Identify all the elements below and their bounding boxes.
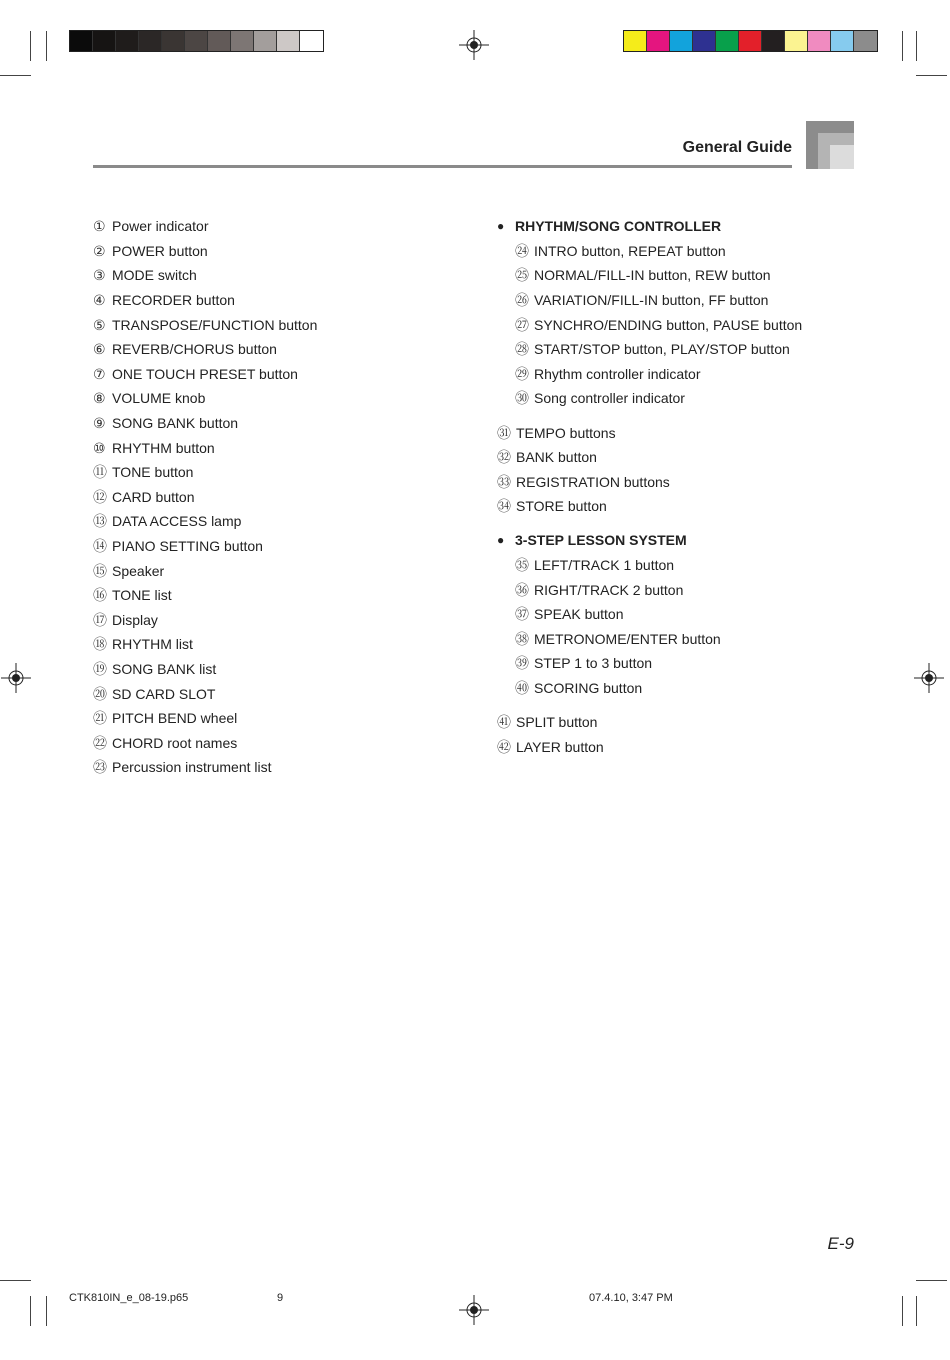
color-bar	[623, 30, 878, 52]
crop-mark	[902, 1296, 903, 1326]
item-label: ONE TOUCH PRESET button	[112, 365, 298, 382]
color-swatch	[693, 31, 716, 51]
item-number: ㉓	[93, 759, 107, 776]
item-label: LAYER button	[516, 738, 604, 755]
crop-mark	[0, 75, 31, 76]
list-item	[497, 627, 857, 652]
list-item	[93, 485, 453, 510]
registration-mark-icon	[914, 663, 944, 693]
list-item	[93, 534, 453, 559]
crop-mark	[916, 75, 947, 76]
item-number: ㉚	[515, 390, 529, 407]
item-label: TRANSPOSE/FUNCTION button	[112, 316, 318, 333]
crop-mark	[916, 1296, 917, 1326]
list-item	[93, 239, 453, 264]
item-label: RHYTHM list	[112, 636, 193, 653]
item-number: ③	[93, 267, 106, 284]
registration-mark-icon	[1, 663, 31, 693]
left-list	[93, 214, 453, 780]
color-swatch	[762, 31, 785, 51]
item-number: ㉜	[497, 449, 511, 466]
item-label: PITCH BEND wheel	[112, 710, 238, 727]
list-item	[497, 312, 857, 337]
item-label: SCORING button	[534, 679, 643, 696]
list-item	[497, 494, 857, 519]
item-label: TONE button	[112, 464, 194, 481]
footer-datetime: 07.4.10, 3:47 PM	[589, 1292, 673, 1304]
color-swatch	[670, 31, 693, 51]
item-number: ㉙	[515, 365, 529, 382]
list-item	[93, 558, 453, 583]
item-number: ⑨	[93, 415, 106, 432]
spacer	[497, 411, 857, 421]
footer-filename: CTK810IN_e_08-19.p65	[69, 1292, 189, 1304]
item-number: ㊳	[515, 630, 529, 647]
item-number: ⑯	[93, 587, 107, 604]
spacer	[497, 519, 857, 529]
list-item	[497, 445, 857, 470]
list-item	[93, 312, 453, 337]
section-heading	[497, 528, 857, 553]
color-swatch	[300, 31, 323, 51]
item-number: ⑦	[93, 365, 106, 382]
item-number: ⑮	[93, 562, 107, 579]
list-item	[93, 509, 453, 534]
list-item	[93, 730, 453, 755]
list-item	[93, 263, 453, 288]
item-number: ⑥	[93, 341, 106, 358]
item-label: RHYTHM button	[112, 439, 215, 456]
item-label: NORMAL/FILL-IN button, REW button	[534, 267, 771, 284]
item-number: ⑧	[93, 390, 106, 407]
footer-page: 9	[277, 1292, 284, 1304]
item-number: ㉑	[93, 710, 107, 727]
crop-mark	[902, 31, 903, 61]
list-item	[93, 435, 453, 460]
item-number: ②	[93, 242, 106, 259]
item-label: REGISTRATION buttons	[516, 473, 670, 490]
item-number: ⑫	[93, 488, 107, 505]
list-item	[497, 734, 857, 759]
color-swatch	[162, 31, 185, 51]
item-label: SD CARD SLOT	[112, 685, 216, 702]
item-number: ㉞	[497, 498, 511, 515]
item-number: ⑤	[93, 316, 106, 333]
item-number: ①	[93, 218, 106, 235]
item-label: Power indicator	[112, 218, 209, 235]
item-label: POWER button	[112, 242, 208, 259]
list-item	[497, 469, 857, 494]
color-swatch	[739, 31, 762, 51]
item-number: ㉗	[515, 316, 529, 333]
list-item	[93, 632, 453, 657]
color-swatch	[808, 31, 831, 51]
item-number: ㉔	[515, 242, 529, 259]
section-heading	[497, 214, 857, 239]
item-label: SONG BANK list	[112, 660, 217, 677]
list-item	[93, 411, 453, 436]
item-label: Percussion instrument list	[112, 759, 272, 776]
list-item	[497, 288, 857, 313]
item-number: ⑬	[93, 513, 107, 530]
list-item	[497, 386, 857, 411]
item-label: SPEAK button	[534, 606, 624, 623]
list-item	[497, 676, 857, 701]
item-number: ㊵	[515, 679, 529, 696]
item-number: ㊷	[497, 738, 511, 755]
item-number: ㉛	[497, 424, 511, 441]
list-item	[497, 553, 857, 578]
color-swatch	[93, 31, 116, 51]
item-label: DATA ACCESS lamp	[112, 513, 242, 530]
list-item	[497, 651, 857, 676]
list-item	[93, 386, 453, 411]
list-item	[497, 577, 857, 602]
page-number: E-9	[827, 1234, 854, 1253]
item-label: Song controller indicator	[534, 390, 685, 407]
item-number: ㉟	[515, 557, 529, 574]
right-list	[497, 214, 857, 759]
item-number: ㊱	[515, 581, 529, 598]
color-swatch	[854, 31, 877, 51]
corner-decoration	[806, 121, 854, 169]
color-swatch	[831, 31, 854, 51]
crop-mark	[30, 31, 31, 61]
list-item	[93, 657, 453, 682]
header-rule	[93, 165, 792, 168]
color-swatch	[208, 31, 231, 51]
item-number: ㉖	[515, 292, 529, 309]
list-item	[497, 420, 857, 445]
list-item	[93, 460, 453, 485]
item-label: SONG BANK button	[112, 415, 239, 432]
section-title: RHYTHM/SONG CONTROLLER	[515, 218, 722, 235]
list-item	[497, 362, 857, 387]
item-label: VARIATION/FILL-IN button, FF button	[534, 292, 769, 309]
crop-mark	[916, 1280, 947, 1281]
color-swatch	[254, 31, 277, 51]
item-label: START/STOP button, PLAY/STOP button	[534, 341, 790, 358]
color-swatch	[716, 31, 739, 51]
list-item	[497, 710, 857, 735]
item-number: ⑭	[93, 538, 107, 555]
list-item	[497, 602, 857, 627]
item-label: Speaker	[112, 562, 165, 579]
section-title: 3-STEP LESSON SYSTEM	[515, 532, 687, 549]
bullet-icon: ●	[497, 219, 505, 234]
item-number: ㉕	[515, 267, 529, 284]
registration-mark-icon	[459, 30, 489, 60]
item-label: STORE button	[516, 498, 607, 515]
list-item	[93, 706, 453, 731]
color-swatch	[70, 31, 93, 51]
item-label: MODE switch	[112, 267, 197, 284]
item-number: ⑩	[93, 439, 106, 456]
list-item	[93, 755, 453, 780]
item-number: ⑰	[93, 611, 107, 628]
page-title: General Guide	[682, 139, 792, 156]
color-swatch	[185, 31, 208, 51]
item-label: RIGHT/TRACK 2 button	[534, 581, 684, 598]
item-number: ㉝	[497, 473, 511, 490]
item-label: INTRO button, REPEAT button	[534, 242, 726, 259]
list-item	[93, 214, 453, 239]
item-label: METRONOME/ENTER button	[534, 630, 721, 647]
item-label: Display	[112, 611, 158, 628]
item-label: TONE list	[112, 587, 172, 604]
list-item	[93, 337, 453, 362]
crop-mark	[916, 31, 917, 61]
item-number: ㊶	[497, 714, 511, 731]
item-number: ㊴	[515, 655, 529, 672]
color-swatch	[231, 31, 254, 51]
item-label: PIANO SETTING button	[112, 538, 263, 555]
item-label: SPLIT button	[516, 714, 598, 731]
item-label: REVERB/CHORUS button	[112, 341, 277, 358]
color-swatch	[785, 31, 808, 51]
crop-mark	[46, 31, 47, 61]
item-number: ㉘	[515, 341, 529, 358]
list-item	[93, 288, 453, 313]
list-item	[497, 239, 857, 264]
list-item	[93, 681, 453, 706]
item-number: ⑱	[93, 636, 107, 653]
color-swatch	[139, 31, 162, 51]
list-item	[93, 362, 453, 387]
item-label: BANK button	[516, 449, 597, 466]
item-label: CHORD root names	[112, 734, 238, 751]
item-number: ⑲	[93, 660, 107, 677]
item-label: CARD button	[112, 488, 195, 505]
crop-mark	[0, 1280, 31, 1281]
bullet-icon: ●	[497, 533, 505, 548]
list-item	[497, 263, 857, 288]
item-label: Rhythm controller indicator	[534, 365, 701, 382]
color-swatch	[624, 31, 647, 51]
color-swatch	[277, 31, 300, 51]
item-label: STEP 1 to 3 button	[534, 655, 653, 672]
list-item	[497, 337, 857, 362]
registration-mark-icon	[459, 1295, 489, 1325]
color-swatch	[116, 31, 139, 51]
list-item	[93, 583, 453, 608]
item-number: ④	[93, 292, 106, 309]
color-swatch	[647, 31, 670, 51]
item-number: ㊲	[515, 606, 529, 623]
item-label: VOLUME knob	[112, 390, 206, 407]
item-label: TEMPO buttons	[516, 424, 616, 441]
crop-mark	[30, 1296, 31, 1326]
item-number: ⑪	[93, 464, 107, 481]
item-number: ⑳	[93, 685, 107, 702]
spacer	[497, 700, 857, 710]
list-item	[93, 608, 453, 633]
item-number: ㉒	[93, 734, 107, 751]
item-label: RECORDER button	[112, 292, 235, 309]
item-label: LEFT/TRACK 1 button	[534, 557, 675, 574]
crop-mark	[46, 1296, 47, 1326]
grayscale-bar	[69, 30, 324, 52]
item-label: SYNCHRO/ENDING button, PAUSE button	[534, 316, 803, 333]
